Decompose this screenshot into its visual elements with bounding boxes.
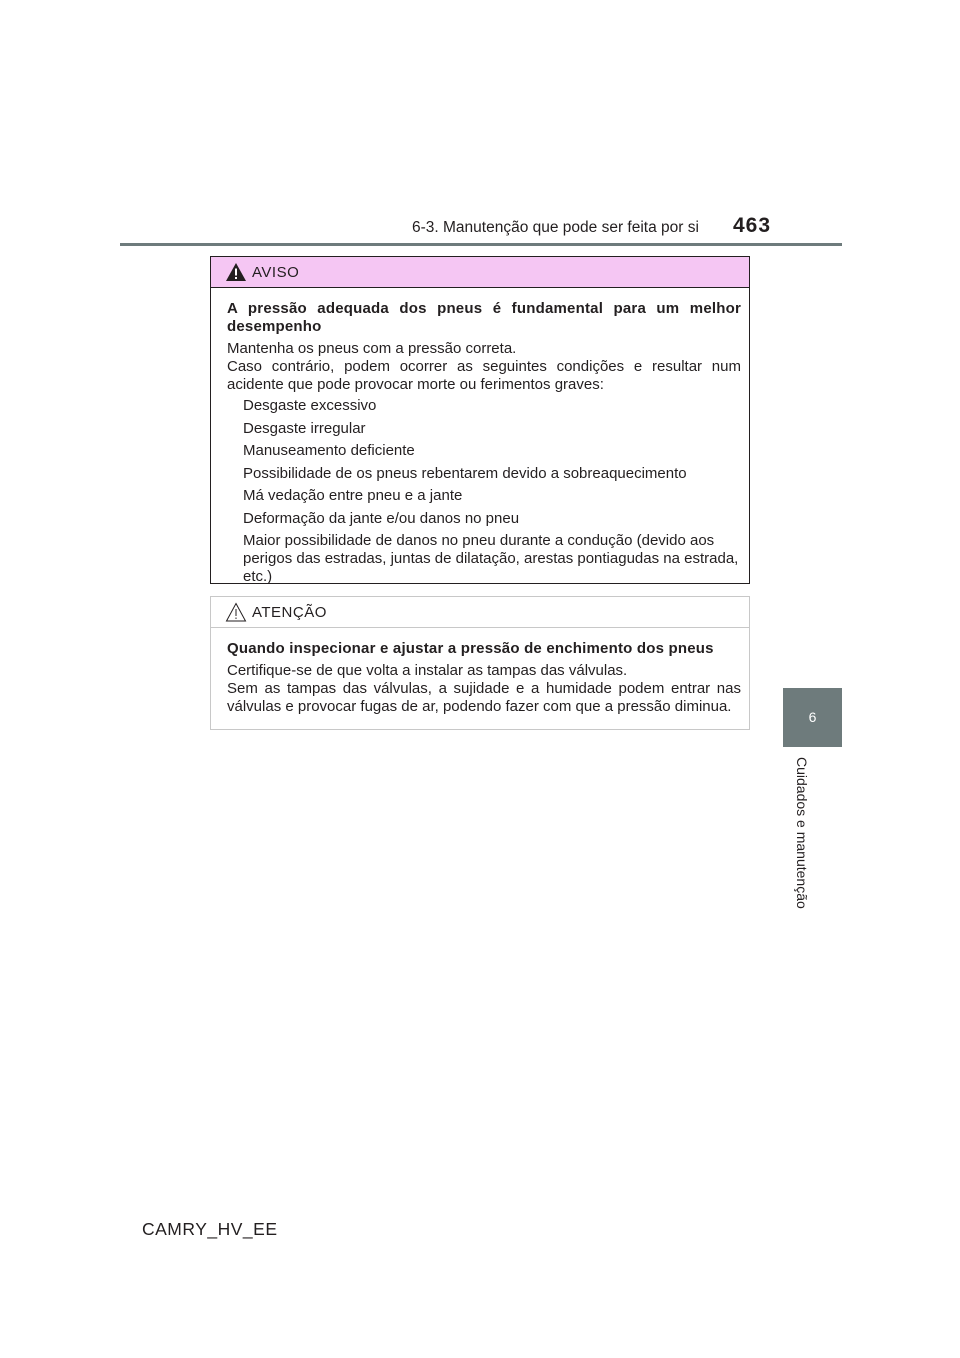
caution-title: ATENÇÃO: [252, 604, 327, 621]
warning-triangle-icon: [225, 262, 247, 282]
header-rule: [120, 243, 842, 246]
warning-body: [211, 288, 749, 586]
chapter-tab: 6: [783, 688, 842, 747]
list-item: Maior possibilidade de danos no pneu durante a condução (devido aos perigos das estradas, juntas de dilatação, arestas pontiagudas na estrada, etc.): [243, 532, 739, 585]
warning-text-line: Caso contrário, podem ocorrer as seguintes condições e resultar num acidente que pode provocar morte ou ferimentos graves:: [227, 358, 741, 393]
warning-box: [210, 256, 750, 584]
caution-box: [210, 596, 750, 730]
caution-box-header: [211, 597, 749, 628]
warning-title: AVISO: [252, 264, 300, 281]
footer-model: CAMRY_HV_EE: [142, 1219, 278, 1239]
section-header: 6-3. Manutenção que pode ser feita por si: [412, 219, 699, 236]
list-item: Possibilidade de os pneus rebentarem devido a sobreaquecimento: [243, 464, 687, 482]
list-item: Deformação da jante e/ou danos no pneu: [243, 509, 520, 527]
chapter-title: Cuidados e manutenção: [794, 757, 810, 909]
warning-box-header: [211, 257, 749, 288]
caution-body: [211, 628, 749, 716]
page-number: 463: [733, 214, 772, 237]
list-item: Má vedação entre pneu e a jante: [243, 487, 463, 504]
warning-heading: A pressão adequada dos pneus é fundamental para um melhor desempenho: [227, 300, 741, 335]
warning-text-line: Mantenha os pneus com a pressão correta.: [227, 340, 517, 357]
caution-triangle-icon: [225, 602, 247, 622]
list-item: Desgaste excessivo: [243, 397, 377, 414]
caution-heading: Quando inspecionar e ajustar a pressão de enchimento dos pneus: [227, 640, 714, 657]
caution-text-line: Certifique-se de que volta a instalar as tampas das válvulas.: [227, 662, 628, 679]
list-item: Manuseamento deficiente: [243, 442, 415, 459]
list-item: Desgaste irregular: [243, 419, 366, 437]
caution-text-line: Sem as tampas das válvulas, a sujidade e a humidade podem entrar nas válvulas e provocar fugas de ar, podendo fazer com que a pressão diminua.: [227, 680, 741, 715]
warning-bullet-list: [227, 397, 741, 586]
